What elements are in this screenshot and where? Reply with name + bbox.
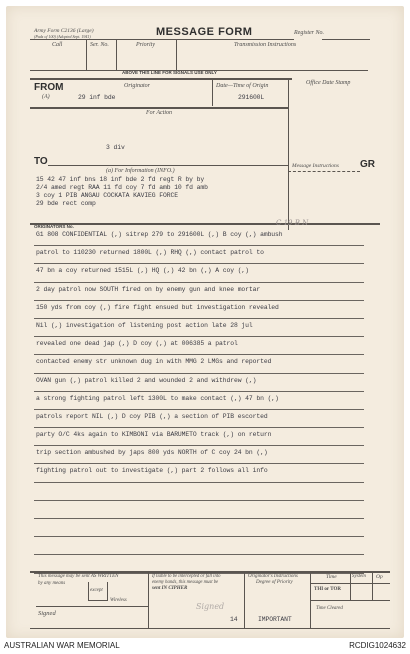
priority-label: Priority [136,42,155,48]
info-line: 2/4 amed regt RAA 11 fd coy 7 fd amb 10 fd amb [36,184,208,191]
footer-bottom-rule [30,628,390,629]
army-form-sub: (Pads of 100) (Adopted Sept. 1941) [34,34,91,39]
register-no-line [322,39,370,40]
divider [372,572,373,600]
cipher-note-3: sent IN CIPHER [152,586,188,591]
message-line: 150 yds from coy (,) fire fight ensued but investigation revealed [34,301,364,319]
message-line: revealed one dead jap (,) D coy (,) at 006385 a patrol [34,337,364,355]
info-line: 3 coy 1 PIB ANGAU COCKATA KAVIEG FORCE [36,192,178,199]
to-label: TO [34,156,48,167]
message-line [34,537,364,555]
divider [176,40,177,70]
originators-no-label: ORIGINATORS No. [34,224,74,229]
for-action-label: For Action [146,110,173,116]
message-line: G1 808 CONFIDENTIAL (,) sitrep 279 to 291600L (,) B coy (,) ambush [34,228,364,246]
originators-instr-2: Degree of Priority [256,580,293,585]
message-line: 47 bn a coy returned 1515L (,) HQ (,) 42 bn (,) A coy (,) [34,264,364,282]
divider [350,572,351,600]
from-sub: (A) [42,94,50,100]
transmission-label: Transmission Instructions [234,42,297,48]
originator-value: 29 inf bde [78,94,116,101]
pencil-note: C 19 B N [276,219,309,227]
divider [116,40,117,70]
signed-label: Signed [38,610,56,617]
thi-label: THI or TOR [314,587,341,592]
above-line-note: ABOVE THIS LINE FOR SIGNALS USE ONLY [122,70,217,75]
message-line: fighting patrol out to investigate (,) part 2 follows all info [34,464,364,482]
message-form [6,6,404,638]
to-rule [48,165,288,166]
message-line [34,483,364,501]
cipher-note-2: enemy hands, this message must be [152,580,219,585]
except-box [88,582,108,601]
info-line: 15 42 47 inf bns 18 inf bde 2 fd regt R by by [36,176,205,183]
written-note-2: by any means [38,581,66,586]
cipher-note-1: If liable to be intercepted or fall into [152,574,221,579]
message-instructions-rule [288,171,360,172]
message-line [34,519,364,537]
originators-instr-1: Originator's Instructions [248,574,298,579]
form-title: MESSAGE FORM [156,26,253,38]
time-cleared-label: Time Cleared [316,606,343,611]
message-line: 2 day patrol now SOUTH fired on by enemy gun and knee mortar [34,283,364,301]
message-line: OVAN gun (,) patrol killed 2 and wounded 2 and withdrew (,) [34,374,364,392]
message-instructions-label: Message Instructions [292,163,339,169]
message-line: patrols report NIL (,) D coy PIB (,) a section of PIB escorted [34,410,364,428]
from-label: FROM [34,82,64,93]
written-note-3: except [90,588,103,593]
divider [212,80,213,106]
caption-right: RCDIG1024632 [349,641,406,650]
from-top-rule [30,78,292,80]
time-rule [310,600,390,601]
ser-no-label: Ser. No. [90,42,109,48]
divider [86,40,87,70]
message-line: patrol to 110230 returned 1800L (,) RHQ (,) contact patrol to [34,246,364,264]
page-number: 14 [230,616,238,623]
right-column-divider [288,80,289,230]
message-line: Nil (,) investigation of listening post action late 28 jul [34,319,364,337]
signed-rule-1 [36,606,148,607]
info-line: 29 bde rect comp [36,200,96,207]
for-action-value: 3 div [106,144,125,151]
message-line [34,501,364,519]
office-date-stamp-label: Office Date Stamp [306,80,351,86]
message-line: party O/C 4ks again to KIMBONI via BARUMETO track (,) on return [34,428,364,446]
divider [244,572,245,628]
caption-left: AUSTRALIAN WAR MEMORIAL [4,641,120,650]
army-form-label: Army Form C2136 (Large) [34,28,94,34]
call-label: Call [52,42,63,48]
degree-value: IMPORTANT [258,616,292,623]
date-time-value: 291600L [238,94,265,101]
pencil-signature: Signed [196,602,225,611]
wireless-label: Wireless [110,598,127,603]
footer-top-rule [30,571,390,573]
gr-label: GR [360,159,375,170]
system-label: System [352,574,366,579]
originators-top-rule [30,223,380,225]
op-label: Op [376,574,383,580]
for-information-label: (a) For Information (INFO.) [106,168,175,174]
time-label: Time [326,574,337,580]
register-no-label: Register No. [294,30,324,36]
message-body [34,228,364,574]
originator-label: Originator [124,83,151,89]
date-time-label: Date—Time of Origin [216,83,269,89]
divider [148,572,149,628]
header-rule [30,39,294,40]
message-line: a strong fighting patrol left 1300L to make contact (,) 47 bn (,) [34,392,364,410]
written-note-1: This message may be sent AS WRITTEN [38,574,119,579]
message-line: trip section ambushed by japs 800 yds NORTH of C coy 24 bn (,) [34,446,364,464]
from-bottom-rule [30,107,288,109]
message-line: contacted enemy str unknown dug in with MMG 2 LMGs and reported [34,355,364,373]
